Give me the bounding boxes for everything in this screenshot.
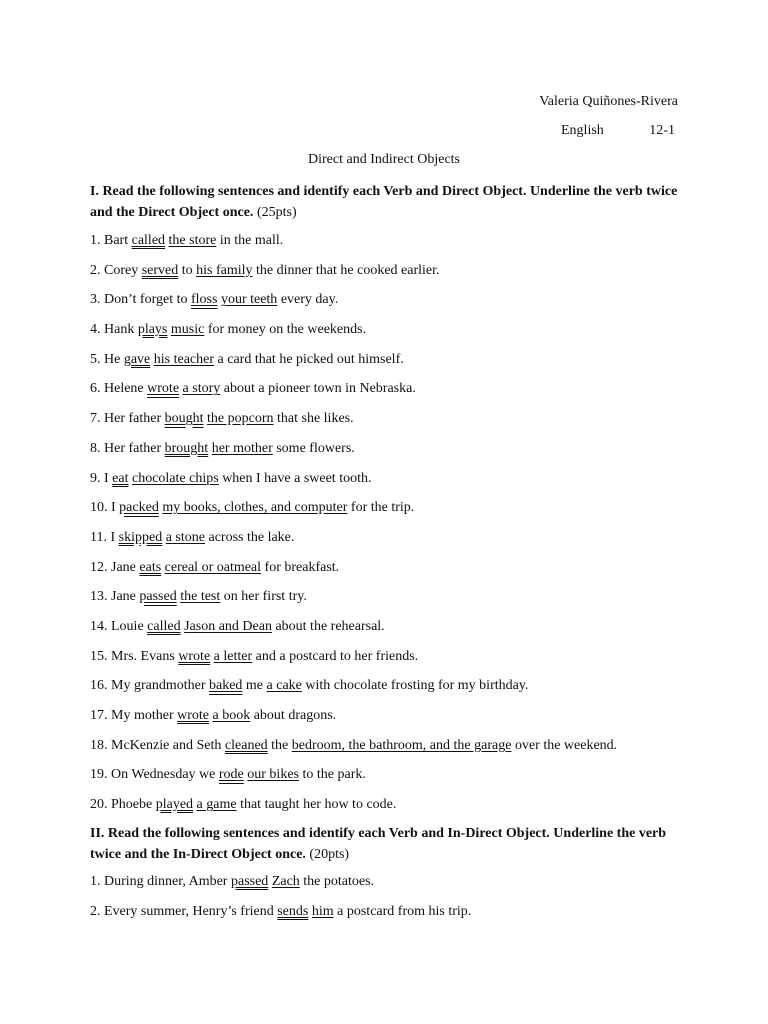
object-single-underline: a game <box>196 797 237 813</box>
sentence-text: to <box>178 262 197 278</box>
verb-double-underline: called <box>131 233 166 248</box>
verb-double-underline: passed <box>230 874 269 889</box>
object-single-underline: a letter <box>213 648 253 664</box>
sentence-item <box>90 736 690 766</box>
sentence-item <box>90 558 690 588</box>
sentence-item <box>90 498 690 528</box>
sentence-text: 11. I <box>90 529 119 545</box>
sentence-text: about a pioneer town in Nebraska. <box>220 381 416 397</box>
sentence-text: 9. I <box>90 470 113 486</box>
section-number: 12-1 <box>649 123 675 138</box>
sentence-text: the dinner that he cooked earlier. <box>252 262 440 278</box>
sentence-text: 5. He <box>90 351 124 367</box>
object-single-underline: his family <box>196 262 253 278</box>
sentence-item <box>90 290 690 320</box>
verb-double-underline: called <box>147 618 181 634</box>
sentence-item <box>90 439 690 469</box>
sentence-item <box>90 872 690 902</box>
sentence-item <box>90 379 690 409</box>
sentence-item <box>90 587 690 617</box>
verb-double-underline: wrote <box>178 648 211 664</box>
part2-sentence-list <box>90 872 690 931</box>
object-single-underline: the test <box>180 589 221 605</box>
sentence-text: 2. Corey <box>90 262 142 278</box>
object-single-underline: your teeth <box>220 292 278 308</box>
sentence-text: the potatoes. <box>299 874 375 889</box>
sentence-item <box>90 350 690 380</box>
sentence-text: 16. My grandmother <box>90 678 209 694</box>
sentence-text: 4. Hank <box>90 322 138 338</box>
verb-double-underline: rode <box>218 767 244 783</box>
sentence-text: 8. Her father <box>90 440 165 456</box>
sentence-text: 3. Don’t forget to <box>90 292 191 308</box>
sentence-item <box>90 765 690 795</box>
sentence-text: 1. Bart <box>90 233 132 248</box>
sentence-text: about the rehearsal. <box>271 618 385 634</box>
sentence-text: a card that he picked out himself. <box>214 351 404 367</box>
verb-double-underline: wrote <box>147 381 180 397</box>
verb-double-underline: passed <box>139 589 177 605</box>
sentence-text: that taught her how to code. <box>236 797 397 813</box>
verb-double-underline: floss <box>190 292 218 308</box>
object-single-underline: cereal or oatmeal <box>164 559 262 575</box>
sentence-text: for money on the weekends. <box>204 322 367 338</box>
object-single-underline: a stone <box>165 529 205 545</box>
sentence-item <box>90 320 690 350</box>
sentence-item <box>90 261 690 291</box>
document-title: Direct and Indirect Objects <box>308 152 460 167</box>
sentence-text: 1. During dinner, Amber <box>90 874 231 889</box>
sentence-item <box>90 647 690 677</box>
verb-double-underline: packed <box>119 500 159 516</box>
verb-double-underline: eats <box>139 559 162 575</box>
object-single-underline: my books, clothes, and computer <box>162 500 348 516</box>
object-single-underline: him <box>311 903 334 919</box>
sentence-item <box>90 706 690 736</box>
sentence-item <box>90 409 690 439</box>
verb-double-underline: cleaned <box>224 737 268 753</box>
object-single-underline: Jason and Dean <box>184 618 272 634</box>
sentence-text: a postcard from his trip. <box>333 903 472 919</box>
sentence-item <box>90 469 690 499</box>
sentence-text: about dragons. <box>250 708 337 723</box>
sentence-text: to the park. <box>298 767 366 783</box>
sentence-item <box>90 676 690 706</box>
sentence-text: the <box>267 737 292 753</box>
part2-points: (20pts) <box>309 847 350 862</box>
sentence-text: me <box>242 678 267 694</box>
sentence-text: 20. Phoebe <box>90 797 156 813</box>
sentence-text: for breakfast. <box>261 559 340 575</box>
sentence-text: in the mall. <box>216 233 284 248</box>
object-single-underline: a book <box>212 708 251 723</box>
sentence-text: some flowers. <box>272 440 355 456</box>
sentence-text: for the trip. <box>347 500 415 516</box>
object-single-underline: her mother <box>211 440 273 456</box>
sentence-text: 19. On Wednesday we <box>90 767 219 783</box>
object-single-underline: Zach <box>271 874 300 889</box>
sentence-text: 6. Helene <box>90 381 148 397</box>
sentence-text: 7. Her father <box>90 411 165 427</box>
sentence-text: every day. <box>277 292 339 308</box>
sentence-text: with chocolate frosting for my birthday. <box>301 678 529 694</box>
object-single-underline: a story <box>182 381 221 397</box>
sentence-text: across the lake. <box>204 529 295 545</box>
sentence-text: on her first try. <box>220 589 307 605</box>
verb-double-underline: plays <box>137 322 168 338</box>
object-single-underline: bedroom, the bathroom, and the garage <box>291 737 512 753</box>
verb-double-underline: bought <box>164 411 204 427</box>
sentence-text: 12. Jane <box>90 559 140 575</box>
sentence-item <box>90 617 690 647</box>
verb-double-underline: baked <box>208 678 243 694</box>
verb-double-underline: gave <box>123 351 151 367</box>
object-single-underline: his teacher <box>153 351 215 367</box>
sentence-text: 14. Louie <box>90 618 148 634</box>
sentence-item <box>90 795 690 825</box>
sentence-text: over the weekend. <box>511 737 618 753</box>
object-single-underline: a cake <box>266 678 302 694</box>
sentence-item <box>90 231 690 261</box>
course-name: English <box>561 123 604 138</box>
verb-double-underline: eat <box>112 470 129 486</box>
object-single-underline: music <box>170 322 205 338</box>
verb-double-underline: played <box>155 797 194 813</box>
sentence-text: 17. My mother <box>90 708 178 723</box>
sentence-text: 18. McKenzie and Seth <box>90 737 225 753</box>
object-single-underline: the store <box>168 233 217 248</box>
sentence-text: when I have a sweet tooth. <box>218 470 372 486</box>
part2-instructions-text: II. Read the following sentences and identify each Verb and In-Direct Object. Underline the verb twice and the In-Direct Object once. <box>90 826 667 862</box>
part1-instructions <box>90 181 680 223</box>
sentence-text: and a postcard to her friends. <box>252 648 419 664</box>
part1-sentence-list <box>90 231 690 825</box>
sentence-item <box>90 902 690 932</box>
verb-double-underline: served <box>141 262 179 278</box>
sentence-text: 2. Every summer, Henry’s friend <box>90 903 278 919</box>
object-single-underline: the popcorn <box>207 411 274 427</box>
part2-instructions <box>90 823 680 865</box>
verb-double-underline: skipped <box>118 529 163 545</box>
class-info <box>561 123 675 139</box>
sentence-text: 13. Jane <box>90 589 140 605</box>
verb-double-underline: wrote <box>177 708 209 723</box>
sentence-text: 10. I <box>90 500 120 516</box>
verb-double-underline: brought <box>164 440 209 456</box>
student-name: Valeria Quiñones-Rivera <box>539 94 678 109</box>
sentence-text: that she likes. <box>273 411 354 427</box>
part1-instructions-text: I. Read the following sentences and identify each Verb and Direct Object. Underline the verb twice and the Direct Object once. <box>90 184 678 220</box>
verb-double-underline: sends <box>277 903 309 919</box>
object-single-underline: chocolate chips <box>132 470 219 486</box>
part1-points: (25pts) <box>256 205 297 220</box>
object-single-underline: our bikes <box>247 767 299 783</box>
sentence-item <box>90 528 690 558</box>
sentence-text: 15. Mrs. Evans <box>90 648 179 664</box>
